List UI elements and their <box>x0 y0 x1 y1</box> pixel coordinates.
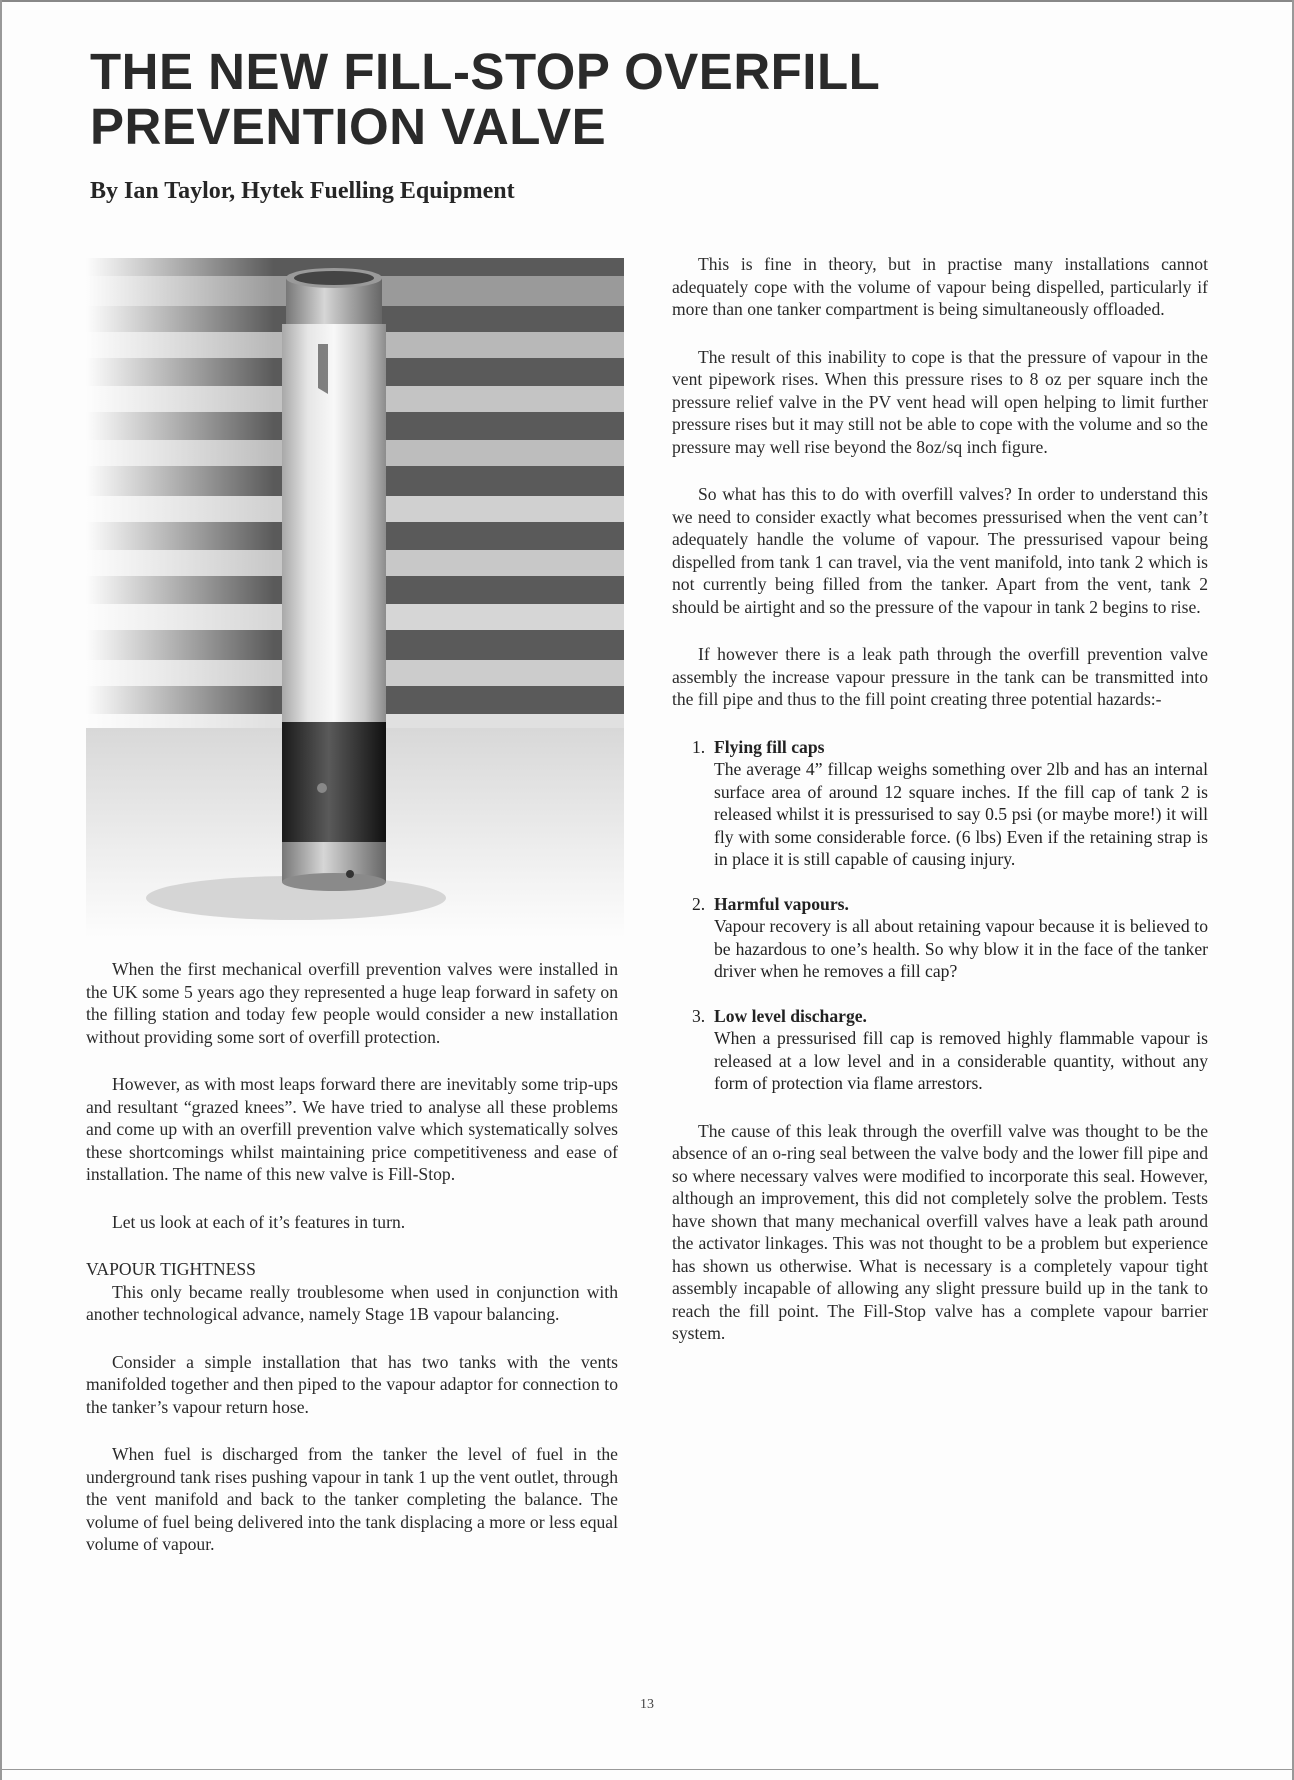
right-paragraph-2: The result of this inability to cope is that the pressure of vapour in the vent pipework rises. When this pressure rises to 8 oz per square inch the pressure relief valve in the PV vent head will open helping to limit further pressure rises but it may still not be able to cope with the volume and so the pressure may well rise beyond the 8oz/sq inch figure. <box>672 346 1208 457</box>
right-column <box>672 253 1208 1370</box>
article-title <box>90 44 1190 154</box>
hazard-title: Low level discharge. <box>714 1005 867 1026</box>
byline: By Ian Taylor, Hytek Fuelling Equipment <box>90 178 515 204</box>
hazard-item-harmful-vapours <box>692 893 1208 983</box>
left-column <box>86 958 618 1581</box>
title-line-2: PREVENTION VALVE <box>90 98 607 155</box>
hazard-list <box>672 736 1208 1095</box>
section-paragraph-3: When fuel is discharged from the tanker the level of fuel in the underground tank rises pushing vapour in tank 1 up the vent outlet, through the vent manifold and back to the tanker completing the balance. The volume of fuel being delivered into the tank displacing a more or less equal volume of vapour. <box>86 1444 618 1554</box>
hazard-text: Vapour recovery is all about retaining vapour because it is believed to be hazardous to one’s health. So why blow it in the face of the tanker driver when he removes a fill cap? <box>714 916 1208 981</box>
hazard-item-flying-fill-caps <box>692 736 1208 871</box>
closing-paragraph: The cause of this leak through the overfill valve was thought to be the absence of an o-ring seal between the valve body and the lower fill pipe and so where necessary valves were modified to incorporate this seal. However, although an improvement, this did not completely solve the problem. Tests have shown that many mechanical overfill valves have a leak path around the activator linkages. This was not thought to be a problem but experience has shown us otherwise. What is necessary is a completely vapour tight assembly incapable of allowing any slight pressure build up in the tank to reach the fill point. The Fill-Stop valve has a complete vapour barrier system. <box>672 1120 1208 1343</box>
valve-cylinder <box>282 268 386 891</box>
section-paragraph-1: This only became really troublesome when used in conjunction with another technological advance, namely Stage 1B vapour balancing. <box>86 1281 618 1324</box>
page-border-bottom <box>0 1769 1294 1770</box>
hazard-number: 3. <box>692 1005 706 1026</box>
hazard-title: Harmful vapours. <box>714 893 849 914</box>
hazard-number: 2. <box>692 893 706 914</box>
right-paragraph-4: If however there is a leak path through the overfill prevention valve assembly the increase vapour pressure in the tank can be transmitted into the fill pipe and thus to the fill point creating three potential hazards:- <box>672 644 1208 709</box>
page-border-top <box>0 0 1294 2</box>
hazard-item-low-level-discharge <box>692 1005 1208 1095</box>
intro-paragraph-1: When the first mechanical overfill prevention valves were installed in the UK some 5 years ago they represented a huge leap forward in safety on the filling station and today few people would consider a new installation without providing some sort of overfill protection. <box>86 959 618 1047</box>
title-line-1: THE NEW FILL-STOP OVERFILL <box>90 43 881 100</box>
hazard-text: The average 4” fillcap weighs something over 2lb and has an internal surface area of around 12 square inches. If the fill cap of tank 2 is released whilst it is pressurised to say 0.5 psi (or maybe more!) it will fly with some considerable force. (6 lbs) Even if the retaining strap is in place it is still capable of causing injury. <box>714 759 1208 869</box>
right-paragraph-3: So what has this to do with overfill valves? In order to understand this we need to consider exactly what becomes pressurised when the vent can’t adequately handle the volume of vapour. The pressurised vapour being dispelled from tank 1 can travel, via the vent manifold, into tank 2 which is not currently being filled from the tanker. Apart from the vent, tank 2 should be airtight and so the pressure of the vapour in tank 2 begins to rise. <box>672 484 1208 617</box>
intro-paragraph-2: However, as with most leaps forward there are inevitably some trip-ups and resultant “grazed knees”. We have tried to analyse all these problems and come up with an overfill prevention valve which systematically solves these shortcomings whilst maintaining price competitiveness and ease of installation. The name of this new valve is Fill-Stop. <box>86 1074 618 1184</box>
hazard-text: When a pressurised fill cap is removed highly flammable vapour is released at a low level and in a considerable quantity, without any form of protection via flame arrestors. <box>714 1028 1208 1093</box>
hazard-title: Flying fill caps <box>714 736 825 757</box>
section-paragraph-2: Consider a simple installation that has two tanks with the vents manifolded together and then piped to the vapour adaptor for connection to the tanker’s vapour return hose. <box>86 1351 618 1417</box>
right-paragraph-1: This is fine in theory, but in practise many installations cannot adequately cope with the volume of vapour being dispelled, particularly if more than one tanker compartment is being simultaneously offloaded. <box>672 254 1208 319</box>
intro-paragraph-3: Let us look at each of it’s features in turn. <box>112 1211 406 1232</box>
page-border-left <box>0 0 2 1780</box>
valve-photo <box>86 258 624 938</box>
hazard-number: 1. <box>692 736 706 757</box>
page-number: 13 <box>640 1697 654 1712</box>
section-heading-vapour-tightness: VAPOUR TIGHTNESS <box>86 1259 256 1279</box>
